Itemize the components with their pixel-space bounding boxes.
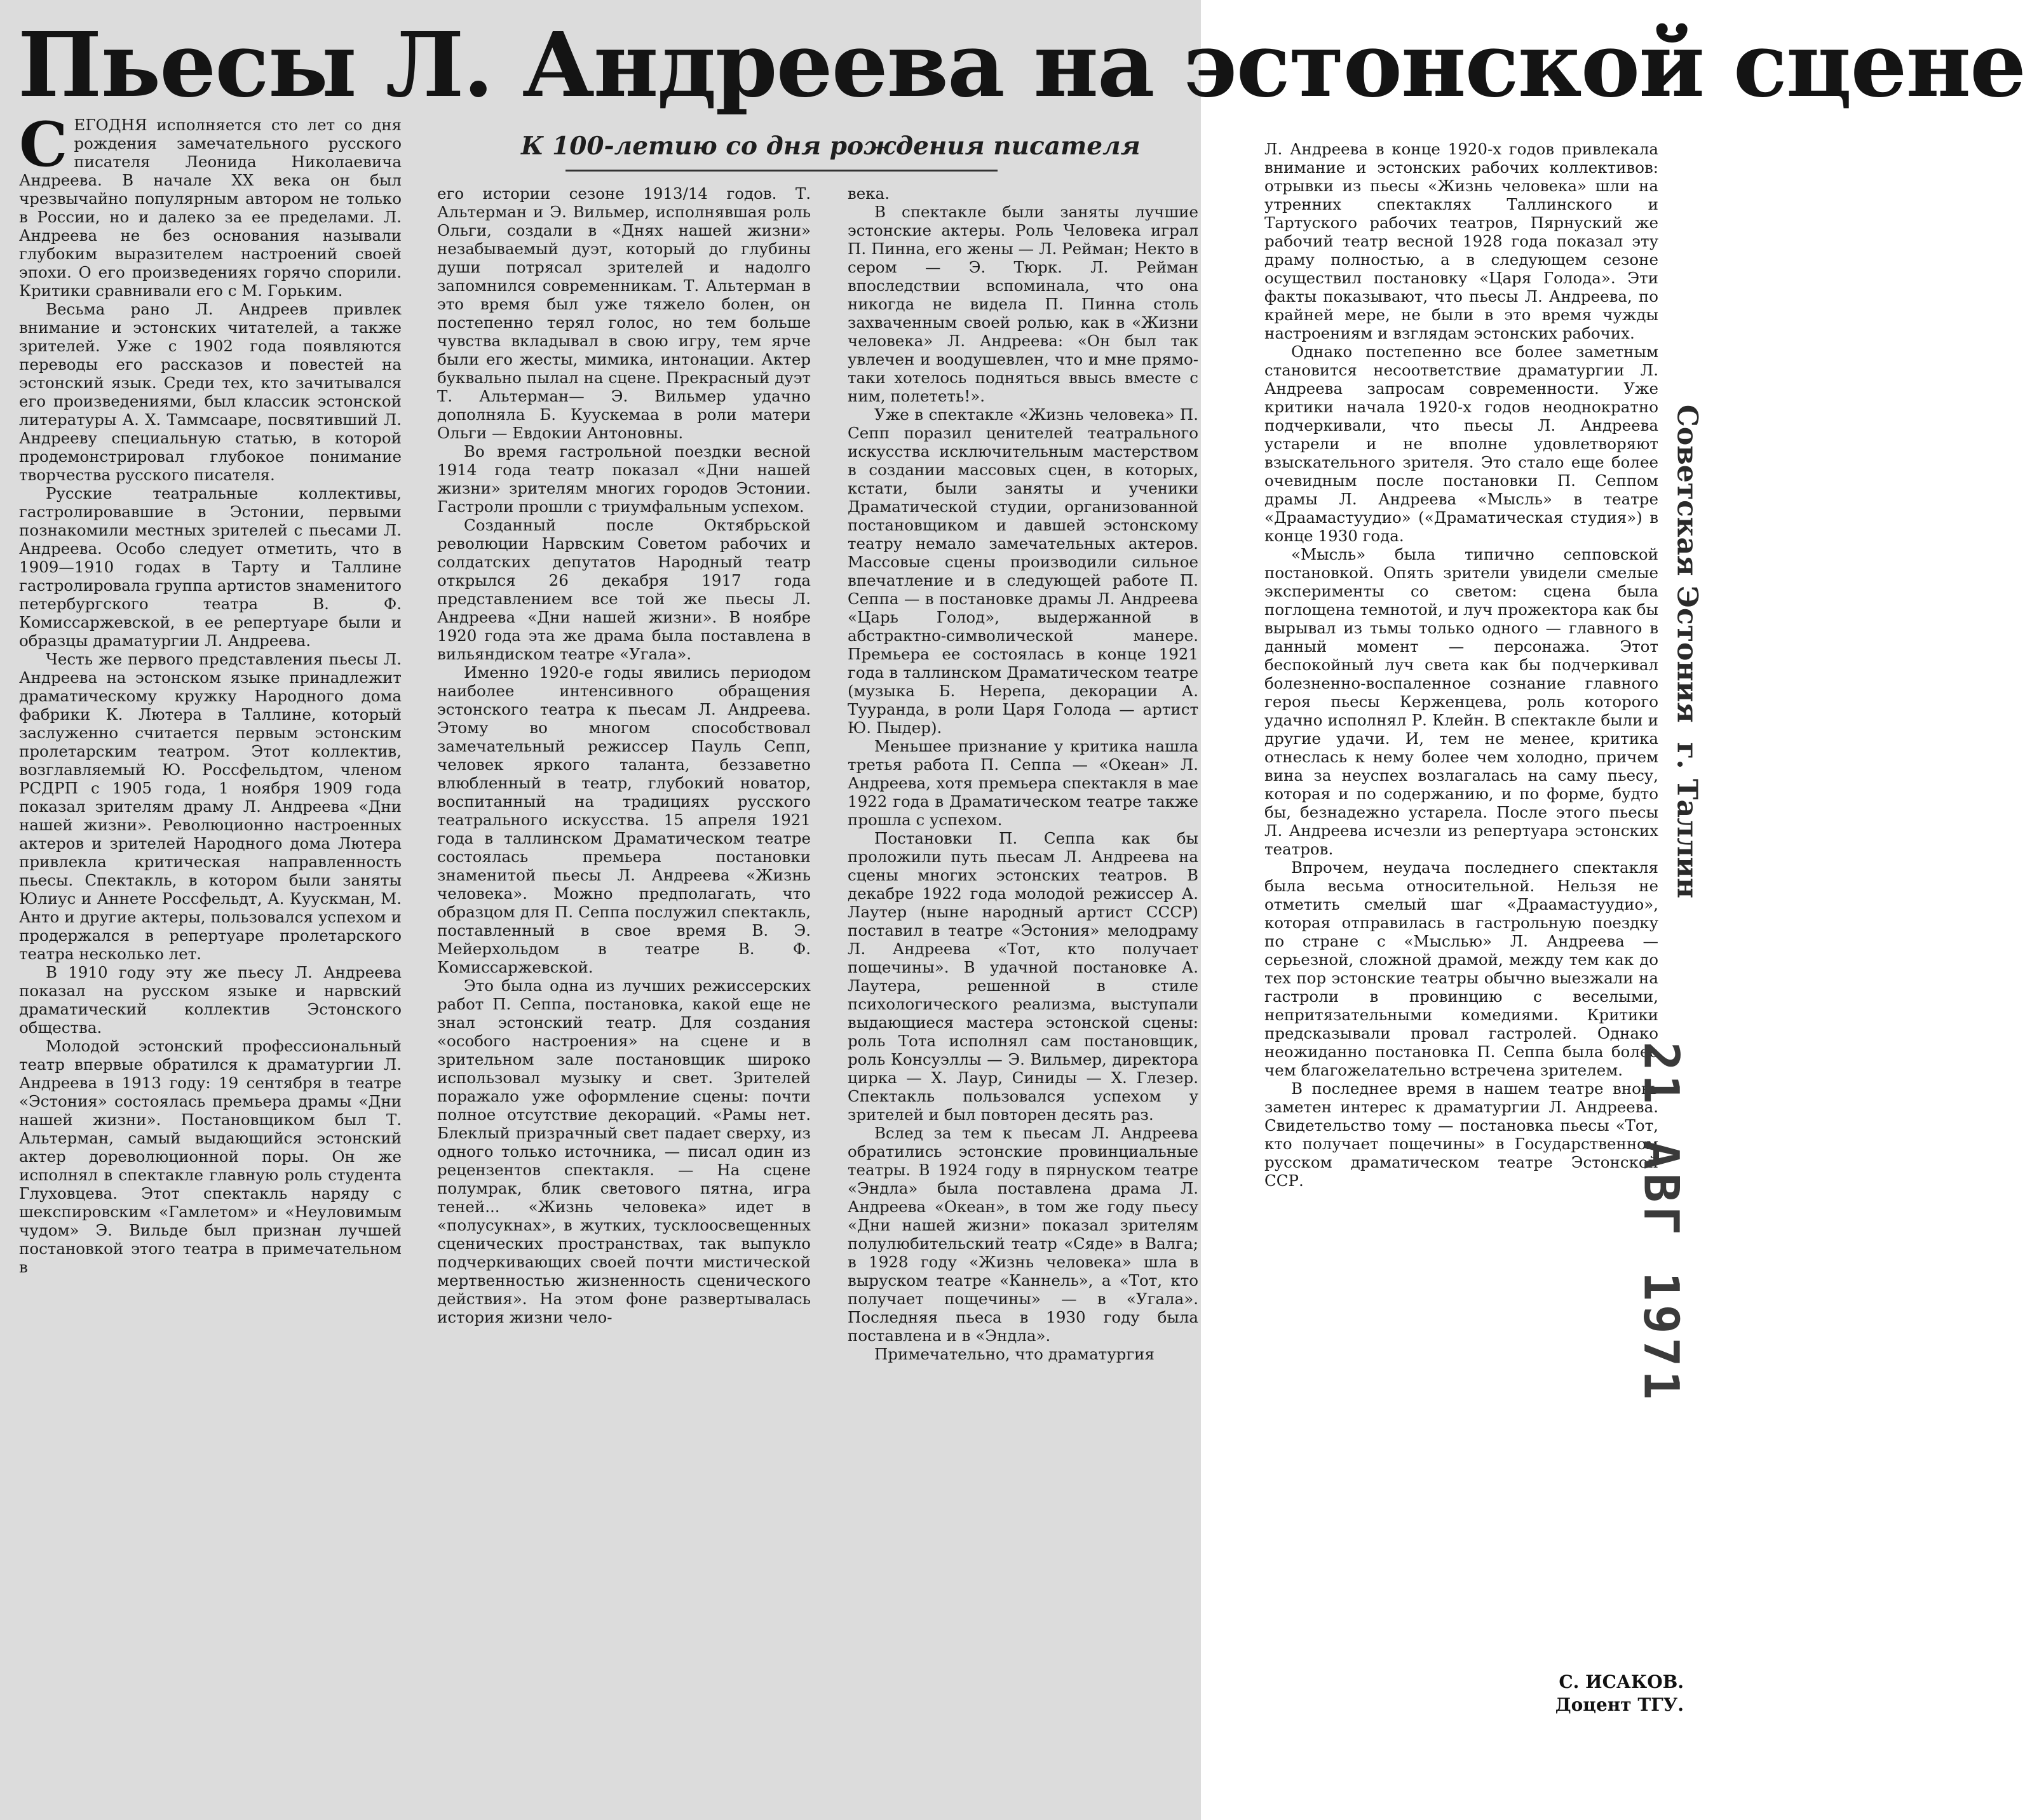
paragraph: В спектакле были заняты лучшие эстонские актеры. Роль Человека играл П. Пинна, его жены — Л. Рейман; Некто в сером — Э. Тюрк. Л. Рейман впоследствии вспоминала, что она никогда не видела П. Пинна столь захваченным своей ролью, как в «Жизни человека» Л. Андреева: «Он был так увлечен и воодушевлен, что и мне прямо-таки хотелось подняться ввысь вместе с ним, полететь!». [848,203,1198,405]
paragraph: Молодой эстонский профессиональный театр впервые обратился к драматургии Л. Андреева в 1913 году: 19 сентября в театре «Эстония» состоялась премьера драмы «Дни нашей жизни». Постановщиком был Т. Альтерман, самый выдающийся эстонский актер дореволюционной поры. Он же исполнял в спектакле главную роль студента Глуховцева. Этот спектакль наряду с шекспировским «Гамлетом» и «Неуловимым чудом» Э. Вильде был признан лучшей постановкой этого театра в примечательном в [19,1037,402,1276]
paragraph: Во время гастрольной поездки весной 1914 года театр показал «Дни нашей жизни» зрителям многих городов Эстонии. Гастроли прошли с триумфальным успехом. [437,442,811,516]
paragraph: Именно 1920-е годы явились периодом наиболее интенсивного обращения эстонского театра к пьесам Л. Андреева. Этому во многом способствовал замечательный режиссер Пауль Сепп, человек яркого таланта, беззаветно влюбленный в театр, глубокий новатор, воспитанный на традициях русского театрального искусства. 15 апреля 1921 года в таллинском Драматическом театре состоялась премьера постановки знаменитой пьесы Л. Андреева «Жизнь человека». Можно предполагать, что образцом для П. Сеппа послужил спектакль, поставленный в свое время В. Э. Мейерхольдом в театре В. Ф. Комиссаржевской. [437,663,811,976]
paragraph: В 1910 году эту же пьесу Л. Андреева показал на русском языке и нарвский драматический коллектив Эстонского общества. [19,963,402,1037]
paragraph: Однако постепенно все более заметным становится несоответствие драматургии Л. Андреева запросам современности. Уже критики начала 1920-х годов неоднократно подчеркивали, что пьесы Л. Андреева устарели и не вполне удовлетворяют взыскательного зрителя. Это стало еще более очевидным после постановки П. Сеппом драмы Л. Андреева «Мысль» в театре «Драамастуудио» («Драматическая студия») в конце 1930 года. [1264,342,1658,545]
paragraph: Уже в спектакле «Жизнь человека» П. Сепп поразил ценителей театрального искусства исключительным мастерством в создании массовых сцен, в которых, кстати, были заняты и ученики Драматической студии, организованной постановщиком и давшей эстонскому театру немало замечательных актеров. Массовые сцены производили сильное впечатление и в следующей работе П. Сеппа — в постановке драмы Л. Андреева «Царь Голод», выдержанной в абстрактно-символической манере. Премьера ее состоялась в конце 1921 года в таллинском Драматическом театре (музыка Б. Нерепа, декорации А. Тууранда, в роли Царя Голода — артист Ю. Пыдер). [848,405,1198,737]
paragraph: Постановки П. Сеппа как бы проложили путь пьесам Л. Андреева на сцены многих эстонских театров. В декабре 1922 года молодой режиссер А. Лаутер (ныне народный артист СССР) поставил в театре «Эстония» мелодраму Л. Андреева «Тот, кто получает пощечины». В удачной постановке А. Лаутера, решенной в стиле психологического реализма, выступали выдающиеся мастера эстонской сцены: роль Тота исполнял сам постановщик, роль Консуэллы — Э. Вильмер, директора цирка — Х. Лаур, Синиды — Х. Глезер. Спектакль пользовался успехом у зрителей и был повторен десять раз. [848,829,1198,1124]
paragraph: В последнее время в нашем театре вновь заметен интерес к драматургии Л. Андреева. Свидетельство тому — постановка пьесы «Тот, кто получает пощечины» в Государственном русском драматическом театре Эстонской ССР. [1264,1079,1658,1190]
paragraph: века. [848,184,890,203]
article-column-1 [19,109,402,1818]
article-column-3 [848,184,1198,1814]
drop-cap: С [19,109,68,180]
paragraph [19,109,402,300]
paragraph: Примечательно, что драматургия [874,1345,1155,1363]
subtitle-rule [566,170,998,172]
article-column-4 [1264,140,1658,1687]
paragraph: Это была одна из лучших режиссерских работ П. Сеппа, постановка, какой еще не знал эстонский театр. Для создания «особого настроения» на сцене и в зрительном зале постановщик широко использовал музыку и свет. Зрителей поражало уже оформление сцены: почти полное отсутствие декораций. «Рамы нет. Блеклый призрачный свет падает сверху, из одного только источника, — писал один из рецензентов спектакля. — На сцене полумрак, блик светового пятна, игра теней... «Жизнь человека» идет в «полусукнах», в жутких, тусклоосвещенных сценических пространствах, так выпукло подчеркивающих своей почти мистической мертвенностью жизненность сценического действия». На этом фоне развертывалась история жизни чело- [437,976,811,1326]
paragraph: Созданный после Октябрьской революции Нарвским Советом рабочих и солдатских депутатов Народный театр открылся 26 декабря 1917 года представлением все той же пьесы Л. Андреева «Дни нашей жизни». В ноябре 1920 года эта же драма была поставлена в вильяндиском театре «Угала». [437,516,811,663]
paragraph: Впрочем, неудача последнего спектакля была весьма относительной. Нельзя не отметить смелый шаг «Драамастуудио», которая отправилась в гастрольную поездку по стране с «Мыслью» Л. Андреева — серьезной, сложной драмой, между тем как до тех пор эстонские театры обычно выезжали на гастроли в провинцию с веселыми, непритязательными комедиями. Критики предсказывали провал гастролей. Однако неожиданно постановка П. Сеппа была более чем благожелательно встречена зрителем. [1264,858,1658,1079]
paragraph: Л. Андреева в конце 1920-х годов привлекала внимание и эстонских рабочих коллективов: отрывки из пьесы «Жизнь человека» шли на утренних спектаклях Таллинского и Тартуского рабочих театров, Пярнуский же рабочий театр весной 1928 года показал эту драму полностью, а в следующем сезоне осуществил постановку «Царя Голода». Эти факты показывают, что пьесы Л. Андреева, по крайней мере, не были в это время чужды настроениям и взглядам эстонских рабочих. [1264,140,1658,342]
subtitle: К 100-летию со дня рождения писателя [521,131,1141,161]
paragraph: Меньшее признание у критика нашла третья работа П. Сеппа — «Океан» Л. Андреева, хотя премьера спектакля в мае 1922 года в Драматическом театре также прошла с успехом. [848,737,1198,829]
author-signature [1442,1671,1684,1716]
headline: Пьесы Л. Андреева на эстонской сцене [18,13,2025,118]
paragraph: Вслед за тем к пьесам Л. Андреева обратились эстонские провинциальные театры. В 1924 году в пярнуском театре «Эндла» была поставлена драма Л. Андреева «Океан», в том же году пьесу «Дни нашей жизни» показал зрителям полулюбительский театр «Сяде» в Валга; в 1928 году «Жизнь человека» шла в выруском театре «Каннель», а «Тот, кто получает пощечины» — в «Угала». Последняя пьеса в 1930 году была поставлена и в «Эндла». [848,1124,1198,1345]
paragraph: его истории сезоне 1913/14 годов. Т. Альтерман и Э. Вильмер, исполнявшая роль Ольги, создали в «Днях нашей жизни» незабываемый дуэт, который до глубины души потрясал зрителей и надолго запомнился современникам. Т. Альтерман в это время был уже тяжело болен, он постепенно терял голос, но тем больше чувства вкладывал в свою игру, тем ярче были его жесты, мимика, интонации. Актер буквально пылал на сцене. Прекрасный дуэт Т. Альтерман— Э. Вильмер удачно дополняла Б. Куускемаа в роли матери Ольги — Евдокии Антоновны. [437,184,811,442]
paragraph: «Мысль» была типично сепповской постановкой. Опять зрители увидели смелые эксперименты со светом: сцена была поглощена темнотой, и луч прожектора как бы вырывал из тьмы только одного — главного в данный момент — персонажа. Этот беспокойный луч света как бы подчеркивал болезненно-воспаленное сознание главного героя пьесы Керженцева, роль которого удачно исполнял Р. Клейн. В спектакле были и другие удачи. И, тем не менее, критика отнеслась к нему более чем холодно, причем вина за неуспех возлагалась на саму пьесу, которая и по содержанию, и по форме, будто бы, безнадежно устарела. После этого пьесы Л. Андреева исчезли из репертуара эстонских театров. [1264,545,1658,858]
paragraph: Русские театральные коллективы, гастролировавшие в Эстонии, первыми познакомили местных зрителей с пьесами Л. Андреева. Особо следует отметить, что в 1909—1910 годах в Тарту и Таллине гастролировала группа артистов знаменитого петербургского театра В. Ф. Комиссаржевской, в ее репертуаре были и образцы драматургии Л. Андреева. [19,484,402,650]
paragraph: Весьма рано Л. Андреев привлек внимание и эстонских читателей, а также зрителей. Уже с 1902 года появляются переводы его рассказов и повестей на эстонский язык. Среди тех, кто зачитывался его произведениями, был классик эстонской литературы А. Х. Таммсааре, посвятивший Л. Андрееву специальную статью, в которой продемонстрировал глубокое понимание творчества русского писателя. [19,300,402,484]
stamp-paper-name: Советская Эстония [1670,404,1703,723]
author-name: С. ИСАКОВ. [1559,1671,1684,1692]
stamp-city: г. Таллин [1670,742,1703,899]
newspaper-stamp [1671,405,1703,898]
paragraph: Честь же первого представления пьесы Л. Андреева на эстонском языке принадлежит драматическому кружку Народного дома фабрики К. Лютера в Таллине, который заслуженно считается первым эстонским пролетарским театром. Этот коллектив, возглавляемый Ю. Россфельдтом, членом РСДРП с 1905 года, 1 ноября 1909 года показал зрителям драму Л. Андреева «Дни нашей жизни». Революционно настроенных актеров и зрителей Народного дома Лютера привлекла критическая направленность пьесы. Спектакль, в котором были заняты Юлиус и Аннете Россфельдт, А. Куускман, М. Анто и другие актеры, пользовался успехом и продержался в репертуаре пролетарского театра несколько лет. [19,650,402,963]
paragraph-text: ЕГОДНЯ исполняется сто лет со дня рождения замечательного русского писателя Леонида Николаевича Андреева. В начале XX века он был чрезвычайно популярным автором не только в России, но и далеко за ее пределами. Л. Андреева не без основания называли глубоким выразителем настроений своей эпохи. О его произведениях горячо спорили. Критики сравнивали его с М. Горьким. [19,116,402,300]
author-title: Доцент ТГУ. [1555,1694,1684,1715]
article-column-2 [437,184,811,1814]
date-stamp: 21 АВГ 1971 [1633,1041,1690,1404]
